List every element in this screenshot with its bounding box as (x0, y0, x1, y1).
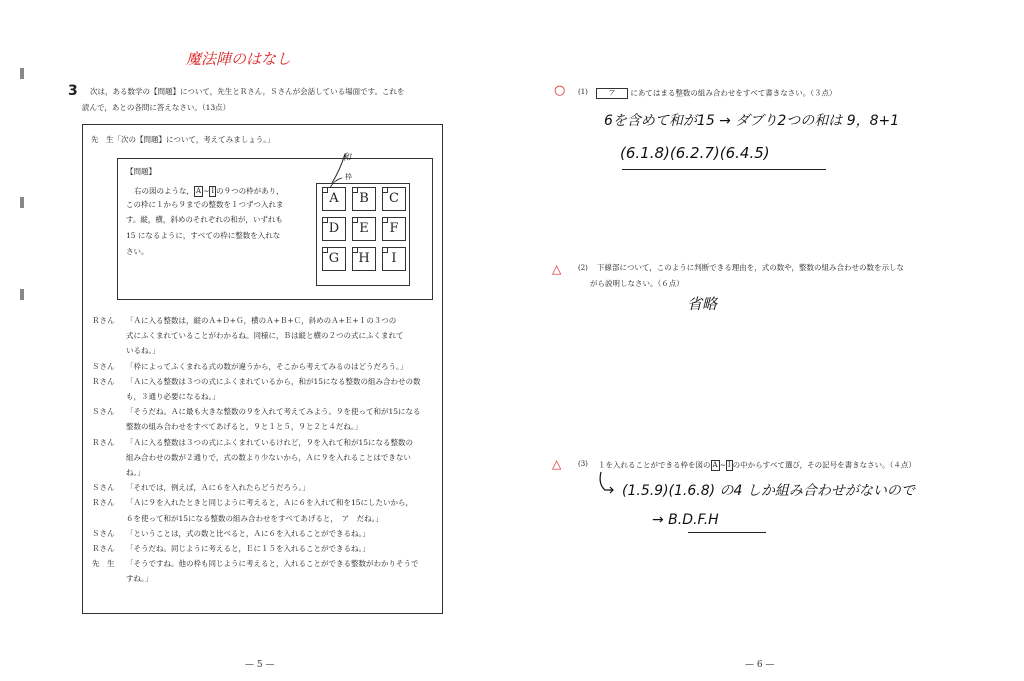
dialogue-text: 「そうだね。Ａに最も大きな整数の９を入れて考えてみよう。９を使って和が15になる (126, 407, 421, 417)
dialogue-text: 式にふくまれていることがわかるね。同様に，Ｂは縦と横の２つの式にふくまれて (126, 331, 404, 341)
speaker-label: Ｓさん (92, 528, 115, 538)
grid-cell-c: C (382, 187, 406, 211)
q3-handwritten-note: (1.5.9)(1.6.8) の4 しか組み合わせがないので (622, 483, 915, 499)
problem-line-2: この枠に１から９までの整数を１つずつ入れま (126, 200, 284, 209)
dialogue-line (92, 363, 407, 371)
binder-mark (20, 289, 24, 300)
dialogue-line (92, 423, 362, 431)
dialogue-text: 「そうだね。同じように考えると，Ｅに１５を入れることができるね。」 (126, 544, 370, 553)
q3-number: (3) (578, 460, 588, 468)
q1-handwritten-note: 6を含めて和が15 → ダブり2つの和は 9，8+1 (604, 113, 900, 129)
header-handwritten-title: 魔法陣のはなし (186, 50, 292, 68)
binder-mark (20, 197, 24, 208)
dialogue-text: 「枠によってふくまれる式の数が違うから，そこから考えてみるのはどうだろう。」 (126, 361, 408, 371)
dialogue-line (92, 393, 220, 401)
dialogue-text: 組み合わせの数が２通りで，式の数より少ないから，Ａに９を入れることはできない (126, 452, 411, 462)
dialogue-text: 「ということは，式の数と比べると，Ａに６を入れることができるね。」 (126, 528, 370, 538)
q2-mark: △ (552, 262, 562, 276)
q3-underline (688, 532, 766, 533)
dialogue-line (92, 560, 419, 568)
q1-answer-box: ア (596, 88, 628, 99)
grid-cell-i: I (382, 247, 406, 271)
problem-line-1: 右の図のような， A ~ I の９つの枠があり， (134, 186, 284, 196)
grid-cell-b: B (352, 187, 376, 211)
dialogue-text: すね。」 (126, 574, 153, 584)
dialogue-line (92, 515, 383, 523)
q2-number: (2) (578, 264, 588, 272)
dialogue-line (92, 575, 152, 583)
speaker-label: Ｒさん (92, 376, 115, 386)
teacher-intro-line: 先 生「次の【問題】について，考えてみましょう。」 (91, 135, 275, 144)
q3-prompt: １を入れることができる枠を図の A ~ I の中からすべて選び，その記号を書きなさい。（４点） (598, 460, 916, 470)
grid-cell-f: F (382, 217, 406, 241)
q2-text-line-2: がら説明しなさい。（６点） (590, 279, 684, 288)
dialogue-line (92, 469, 145, 477)
dialogue-text: 「それでは，例えば，Ａに６を入れたらどうだろう。」 (126, 483, 310, 493)
dialogue-line (92, 408, 421, 416)
problem-title: 【問題】 (126, 167, 156, 176)
grid-cell-d: D (322, 217, 346, 241)
speaker-label: Ｒさん (92, 498, 115, 508)
range-to-box: I (211, 187, 215, 195)
dialogue-line (92, 317, 396, 325)
dialogue-line (92, 454, 411, 462)
problem-line-3: す。縦，横，斜めのそれぞれの和が，いずれも (126, 215, 283, 224)
speaker-label: Ｒさん (92, 544, 115, 553)
dialogue-line (92, 378, 421, 386)
speaker-label: Ｓさん (92, 361, 115, 371)
dialogue-text: いるね。」 (126, 346, 160, 356)
speaker-label: Ｓさん (92, 407, 115, 417)
dialogue-line (92, 499, 413, 507)
waku-label: 枠 (345, 173, 352, 181)
q3-range-to-box: I (727, 461, 731, 469)
dialogue-text: 「そうですね。他の枠も同じように考えると，入れることができる整数がわかりそうで (126, 559, 419, 569)
dialogue-text: 整数の組み合わせをすべてあげると，９と１と５，９と２と４だね。」 (126, 422, 363, 432)
intro-line-1: 次は，ある数学の【問題】について，先生とＲさん，Ｓさんが会話している場面です。これを (90, 87, 405, 96)
q1-prompt: ア にあてはまる整数の組み合わせをすべて書きなさい。（３点） (596, 88, 837, 99)
grid-cell-g: G (322, 247, 346, 271)
problem-line-5: さい。 (126, 247, 149, 256)
q1-handwritten-answer: (6.1.8)(6.2.7)(6.4.5) (620, 144, 770, 162)
page-number-right: — 6 — (745, 660, 775, 670)
dialogue-line (92, 545, 370, 553)
problem-line-4: 15 になるように，すべての枠に整数を入れな (126, 231, 281, 240)
dialogue-text: 「Ａに入る整数は，縦のＡ+Ｄ+Ｇ，横のＡ+Ｂ+Ｃ，斜めのＡ+Ｅ+Ｉの３つの (126, 316, 397, 325)
q3-handwritten-answer: → B.D.F.H (652, 512, 719, 528)
intro-line-2: 読んで，あとの各問に答えなさい。（13点） (82, 103, 231, 112)
dialogue-text: も，３通り必要になるね。」 (126, 392, 220, 401)
q2-text-line-1: 下線部について，このように判断できる理由を，式の数や，整数の組み合わせの数を示しな (597, 263, 905, 272)
grid-cell-e: E (352, 217, 376, 241)
q3-mark: △ (552, 457, 562, 471)
q1-number: (1) (578, 88, 588, 96)
q1-underline (622, 169, 826, 170)
dialogue-text: 「Ａに入る整数は３つの式にふくまれているけれど，９を入れて和が15になる整数の (126, 437, 414, 447)
page-number-left: — 5 — (245, 660, 275, 670)
dialogue-text: 「Ａに９を入れたときと同じように考えると，Ａに６を入れて和を15にしたいから， (126, 498, 414, 508)
dialogue-line (92, 347, 160, 355)
question-number: 3 (68, 83, 78, 99)
q1-mark: ○ (554, 83, 566, 98)
dialogue-line (92, 484, 310, 492)
dialogue-text: ６を使って和が15になる整数の組み合わせをすべてあげると， ア だね。」 (126, 513, 383, 523)
grid-cell-h: H (352, 247, 376, 271)
q3-range-from-box: A (712, 461, 718, 469)
dialogue-text: 「Ａに入る整数は３つの式にふくまれているから，和が15になる整数の組み合わせの数 (126, 376, 421, 386)
q2-handwritten-answer: 省略 (687, 295, 718, 313)
binder-mark (20, 68, 24, 79)
handwritten-wa-label: 和 (342, 153, 352, 163)
speaker-label: Ｓさん (92, 483, 115, 493)
dialogue-line (92, 439, 413, 447)
speaker-label: 先 生 (92, 559, 115, 569)
grid-cell-a: A (322, 187, 346, 211)
speaker-label: Ｒさん (92, 316, 115, 325)
range-from-box: A (196, 187, 202, 195)
dialogue-line (92, 332, 404, 340)
dialogue-line (92, 530, 370, 538)
speaker-label: Ｒさん (92, 437, 115, 447)
dialogue-text: ね。」 (126, 468, 145, 477)
q3-handwritten-arrow (595, 470, 620, 498)
